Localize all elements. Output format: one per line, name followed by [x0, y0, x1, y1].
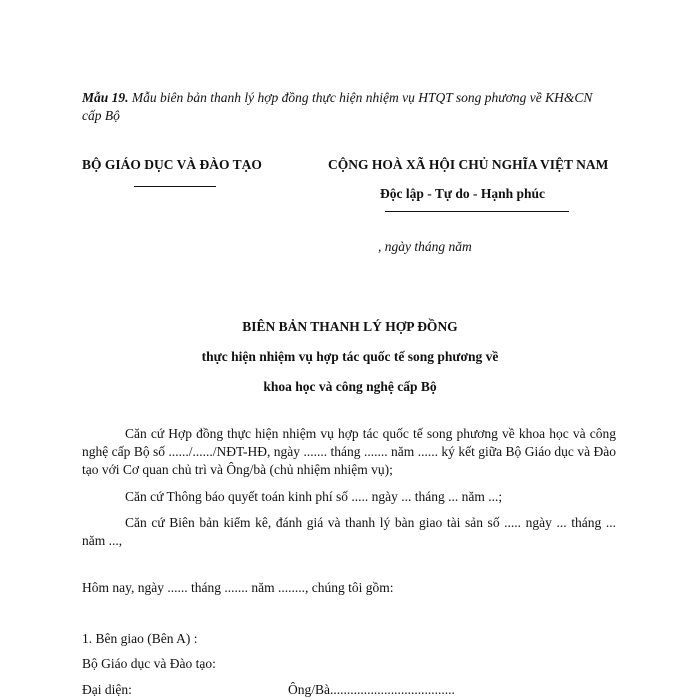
document-title: BIÊN BẢN THANH LÝ HỢP ĐỒNG — [242, 319, 458, 334]
representative-name-field: Ông/Bà..................................... — [288, 682, 455, 697]
motto-underline — [385, 211, 569, 212]
document-subtitle-2: khoa học và công nghệ cấp Bộ — [263, 379, 437, 394]
ministry-underline — [134, 186, 216, 187]
meeting-statement: Hôm nay, ngày ...... tháng ....... năm ........, chúng tôi gồm: — [82, 580, 394, 595]
basis-paragraph-inventory: Căn cứ Biên bản kiểm kê, đánh giá và thanh lý bàn giao tài sản số ..... ngày ... tháng ... năm ..., — [82, 515, 616, 548]
ministry-name: BỘ GIÁO DỤC VÀ ĐÀO TẠO — [82, 157, 262, 172]
date-line: , ngày tháng năm — [378, 239, 472, 254]
basis-paragraph-contract: Căn cứ Hợp đồng thực hiện nhiệm vụ hợp tác quốc tế song phương về khoa học và công nghệ cấp Bộ số ....../....../NĐT-HĐ, ngày ....... tháng ....... năm ...... ký kết giữa Bộ Giáo dục và Đào tạo với Cơ quan chủ trì và Ông/bà (chủ nhiệm nhiệm vụ); — [82, 426, 616, 477]
national-motto: Độc lập - Tự do - Hạnh phúc — [380, 186, 546, 201]
basis-paragraph-settlement: Căn cứ Thông báo quyết toán kinh phí số ..... ngày ... tháng ... năm ...; — [125, 489, 503, 504]
representative-label: Đại diện: — [82, 682, 132, 697]
form-description-cont: cấp Bộ — [82, 108, 120, 123]
form-number: Mẫu 19. — [82, 90, 129, 105]
document-subtitle-1: thực hiện nhiệm vụ hợp tác quốc tế song phương về — [201, 349, 499, 364]
form-description: Mẫu biên bản thanh lý hợp đồng thực hiện nhiệm vụ HTQT song phương về KH&CN — [128, 90, 593, 105]
party-a-heading: 1. Bên giao (Bên A) : — [82, 631, 198, 646]
form-note — [82, 89, 592, 125]
republic-name: CỘNG HOÀ XÃ HỘI CHỦ NGHĨA VIỆT NAM — [328, 157, 609, 172]
party-a-organization: Bộ Giáo dục và Đào tạo: — [82, 656, 216, 671]
